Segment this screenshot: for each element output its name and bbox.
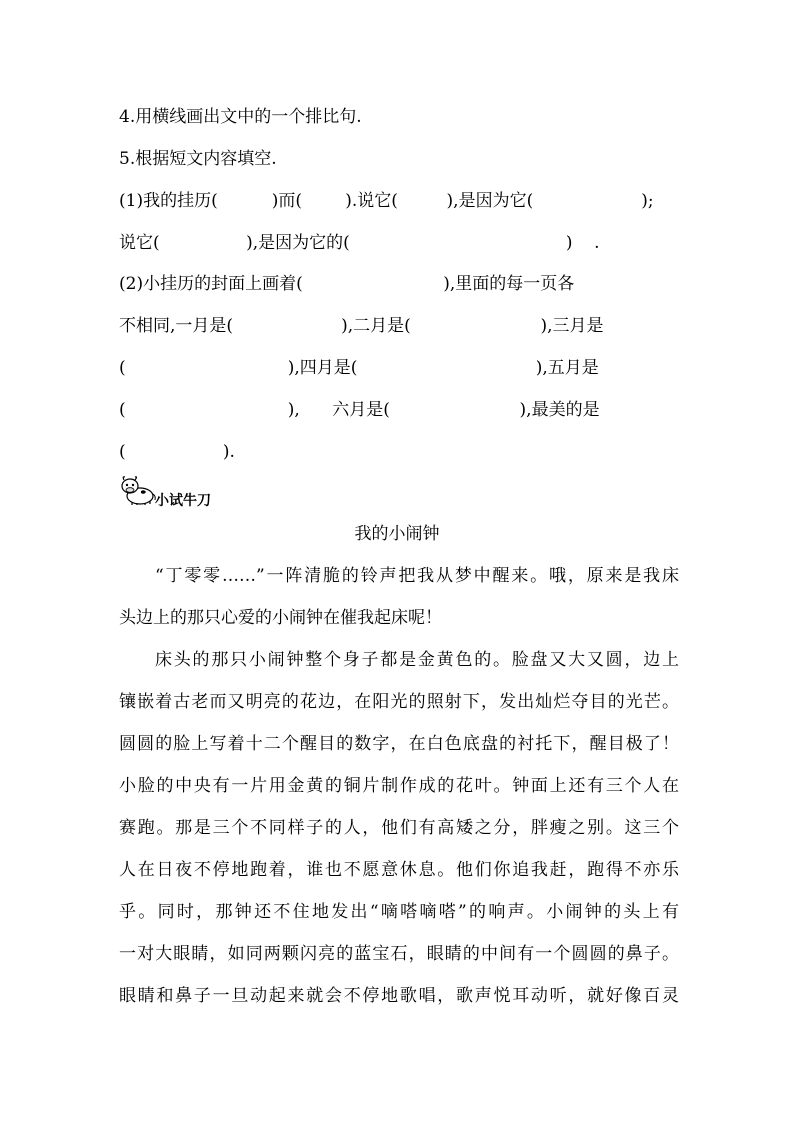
question-5-2-line-3: ( ),四月是( ),五月是: [119, 358, 599, 378]
passage-title: 我的小闹钟: [354, 524, 440, 544]
passage-line: 头边上的那只心爱的小闹钟在催我起床呢！: [119, 608, 442, 628]
question-5-2-line-5: ( ).: [119, 442, 235, 462]
question-5-2-line-4: ( ), 六月是( ),最美的是: [119, 400, 600, 420]
passage-line: 眼睛和鼻子一旦动起来就会不停地歌唱，歌声悦耳动听，就好像百灵: [119, 986, 679, 1006]
passage-line: 一对大眼睛，如同两颗闪亮的蓝宝石，眼睛的中间有一个圆圆的鼻子。: [119, 944, 679, 964]
passage-line: “丁零零……”一阵清脆的铃声把我从梦中醒来。哦，原来是我床: [155, 566, 679, 586]
passage-line: 人在日夜不停地跑着，谁也不愿意休息。他们你追我赶，跑得不亦乐: [119, 860, 679, 880]
passage-line: 镶嵌着古老而又明亮的花边，在阳光的照射下，发出灿烂夺目的光芒。: [119, 692, 679, 712]
question-5: 5.根据短文内容填空.: [119, 149, 277, 169]
question-5-1-line-1: (1)我的挂历( )而( ).说它( ),是因为它( );: [119, 191, 654, 211]
section-header: [119, 474, 259, 509]
question-4: 4.用横线画出文中的一个排比句.: [119, 107, 362, 127]
passage-line: 小脸的中央有一片用金黄的铜片制作成的花叶。钟面上还有三个人在: [119, 776, 679, 796]
passage-line: 赛跑。那是三个不同样子的人，他们有高矮之分，胖瘦之别。这三个: [119, 818, 679, 838]
question-5-2-line-2: 不相同,一月是( ),二月是( ),三月是: [119, 316, 604, 336]
question-5-2-line-1: (2)小挂历的封面上画着( ),里面的每一页各: [119, 274, 575, 294]
question-5-1-line-2: 说它( ),是因为它的( ) .: [119, 233, 600, 253]
passage-line: 乎。同时，那钟还不住地发出“嘀嗒嘀嗒”的响声。小闹钟的头上有: [119, 902, 679, 922]
passage-line: 床头的那只小闹钟整个身子都是金黄色的。脸盘又大又圆，边上: [155, 650, 679, 670]
section-label: 小试牛刀: [155, 493, 211, 509]
cow-icon: [119, 474, 157, 506]
passage-line: 圆圆的脸上写着十二个醒目的数字，在白色底盘的衬托下，醒目极了！: [119, 734, 679, 754]
